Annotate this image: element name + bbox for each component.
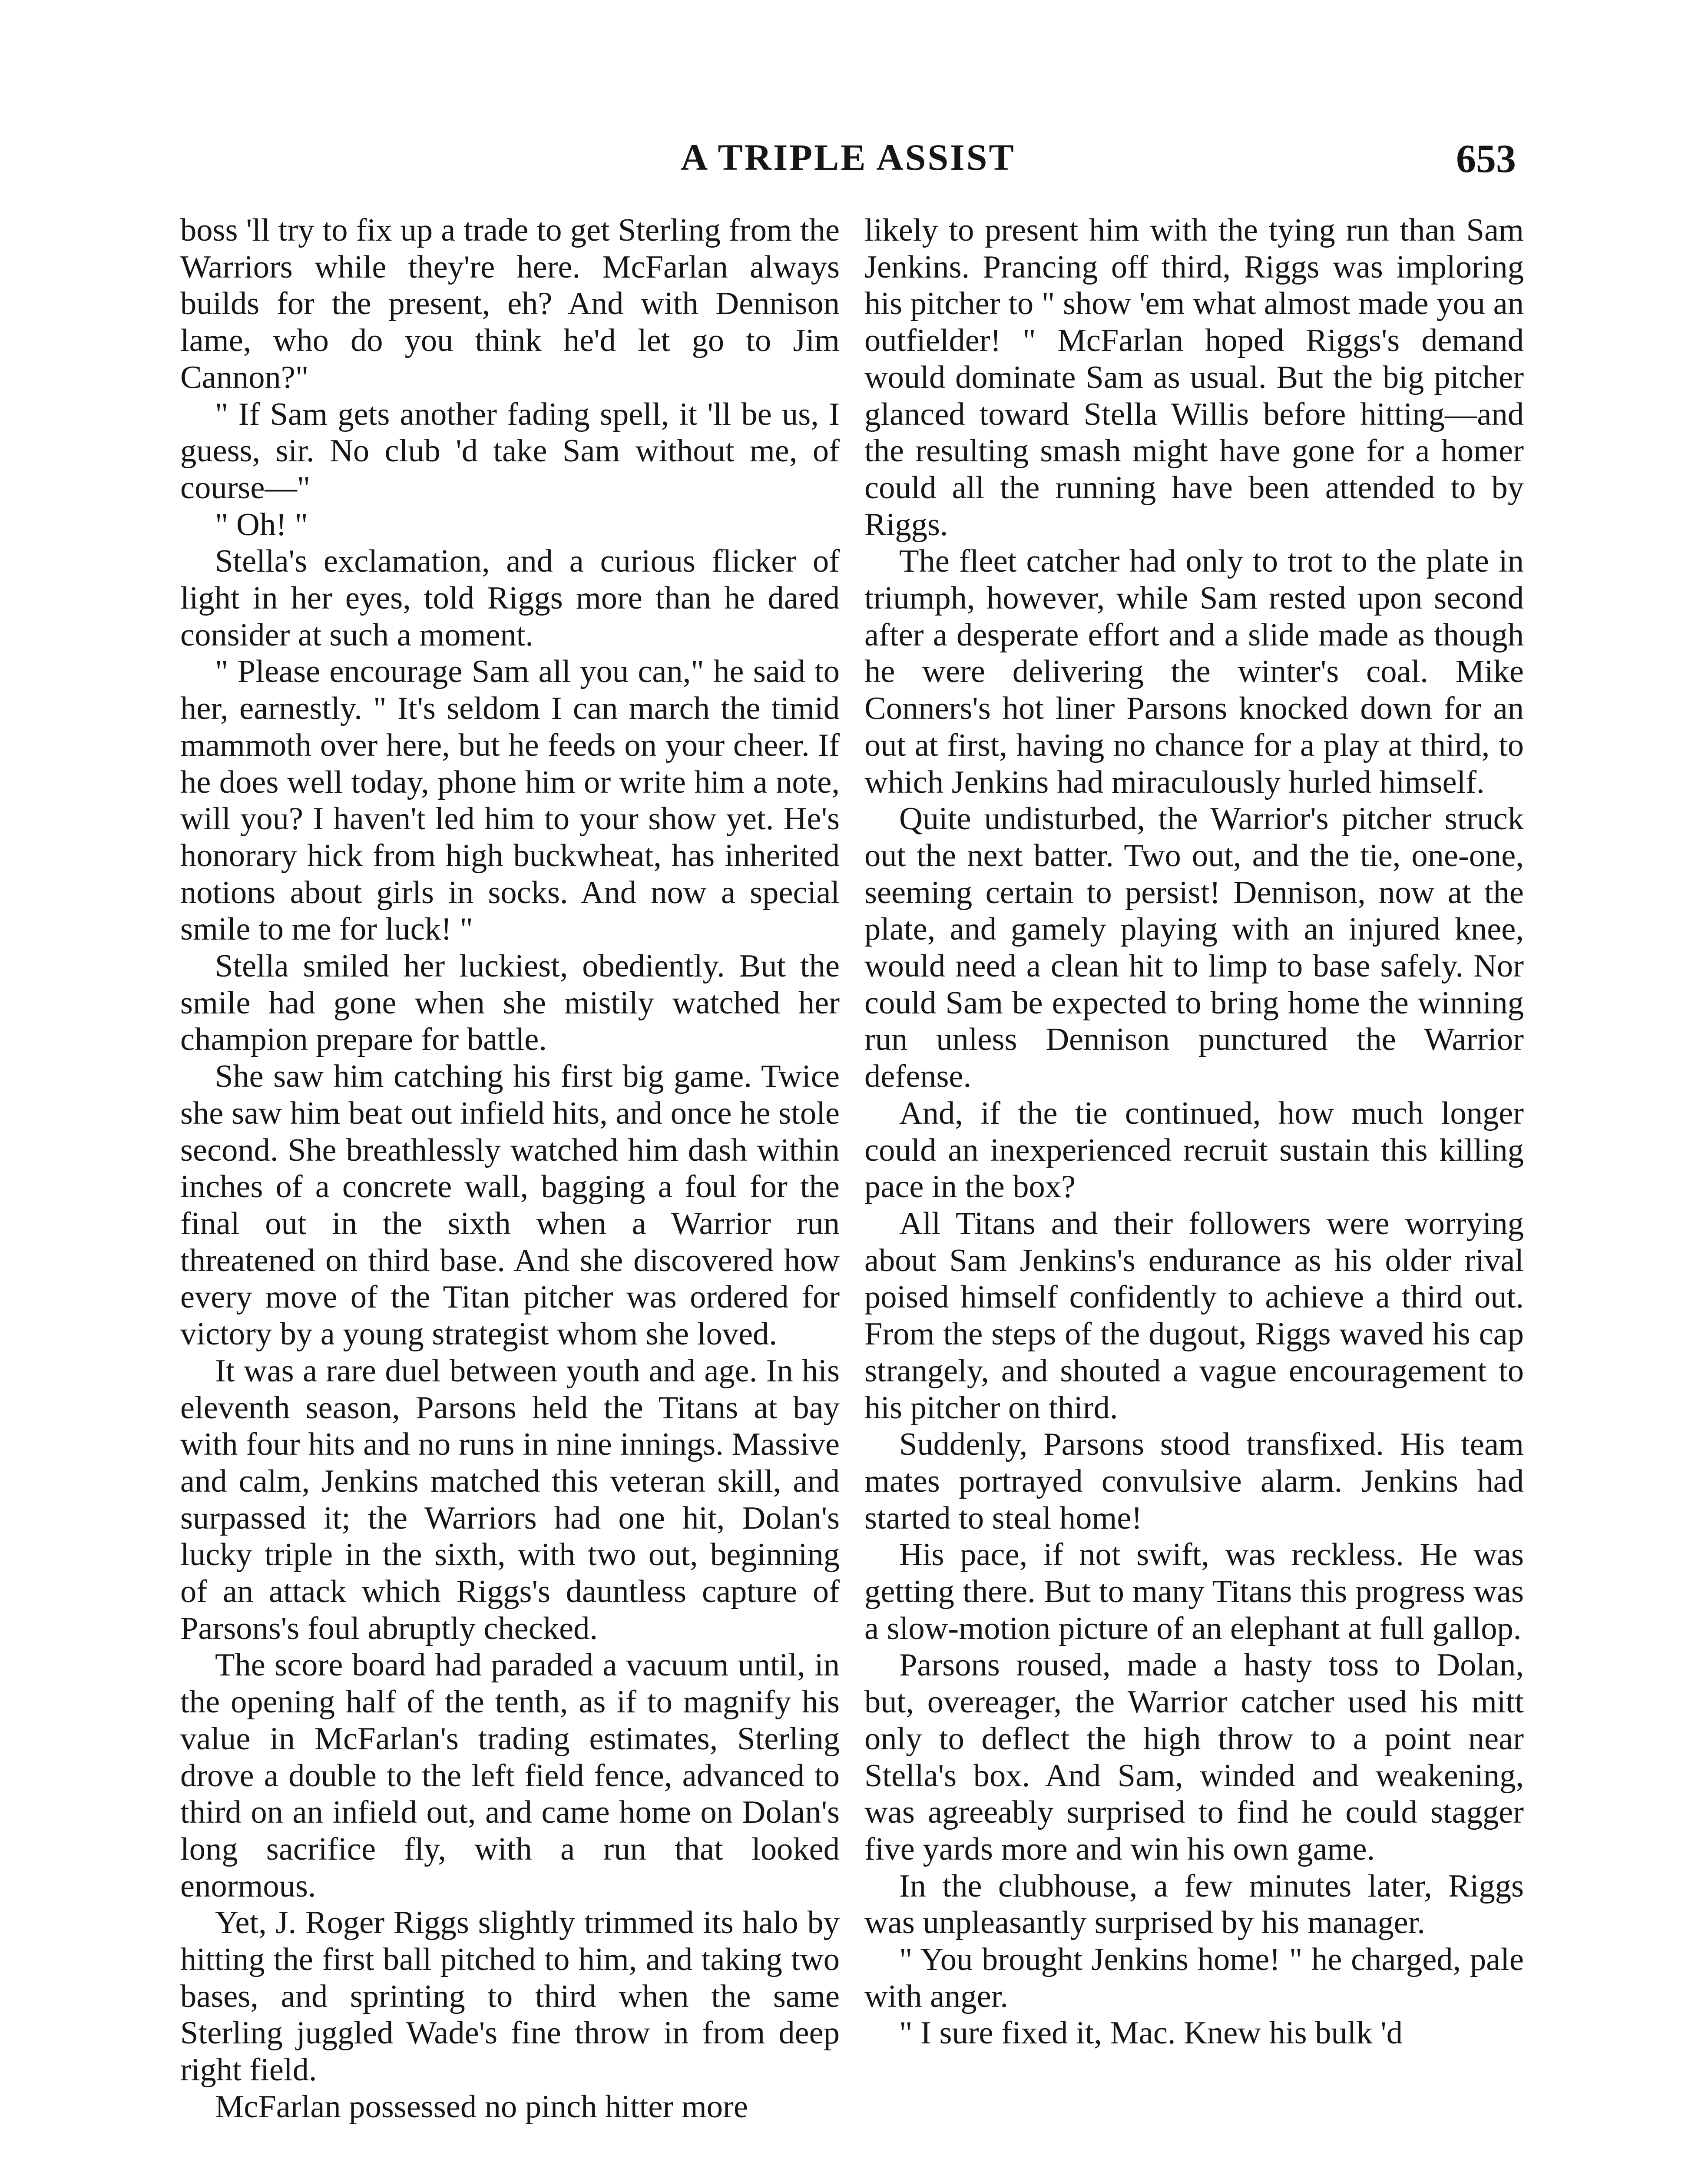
paragraph: " Oh! " bbox=[215, 507, 308, 543]
right-column bbox=[864, 212, 1524, 2052]
paragraph: It was a rare duel between youth and age. In his eleventh season, Parsons held the Titans at bay with four hits and no runs in nine innings. Massive and calm, Jenkins matched this veteran skill, and surpassed it; the Warriors had one hit, Dolan's lucky triple in the sixth, with two out, beginning of an attack which Riggs's dauntless capture of Parsons's foul abruptly checked. bbox=[180, 1353, 840, 1646]
paragraph: McFarlan possessed no pinch hitter more bbox=[215, 2089, 748, 2125]
paragraph: All Titans and their followers were worrying about Sam Jenkins's endurance as his older rival poised himself confidently to achieve a third out. From the steps of the dugout, Riggs waved his cap strangely, and shouted a vague encouragement to his pitcher on third. bbox=[864, 1205, 1524, 1426]
paragraph: " You brought Jenkins home! " he charged, pale with anger. bbox=[864, 1942, 1524, 2014]
paragraph: And, if the tie continued, how much longer could an inexperienced recruit sustain this killing pace in the box? bbox=[864, 1095, 1524, 1205]
page-number: 653 bbox=[1456, 136, 1516, 181]
running-header bbox=[180, 136, 1516, 188]
paragraph: Parsons roused, made a hasty toss to Dolan, but, overeager, the Warrior catcher used his mitt only to deflect the high throw to a point near Stella's box. And Sam, winded and weakening, was agreeably surprised to find he could stagger five yards more and win his own game. bbox=[864, 1647, 1524, 1867]
paragraph: In the clubhouse, a few minutes later, Riggs was unpleasantly surprised by his manager. bbox=[864, 1868, 1524, 1941]
paragraph: " If Sam gets another fading spell, it 'll be us, I guess, sir. No club 'd take Sam without me, of course—" bbox=[180, 396, 840, 506]
paragraph: Quite undisturbed, the Warrior's pitcher struck out the next batter. Two out, and the tie, one-one, seeming certain to persist! Dennison, now at the plate, and gamely playing with an injured knee, would need a clean hit to limp to base safely. Nor could Sam be expected to bring home the winning run unless Dennison punctured the Warrior defense. bbox=[864, 801, 1524, 1095]
left-column bbox=[180, 212, 840, 2126]
running-title: A TRIPLE ASSIST bbox=[681, 136, 1016, 178]
paragraph: likely to present him with the tying run than Sam Jenkins. Prancing off third, Riggs was imploring his pitcher to " show 'em what almost made you an outfielder! " McFarlan hoped Riggs's demand would dominate Sam as usual. But the big pitcher glanced toward Stella Willis before hitting—and the resulting smash might have gone for a homer could all the running have been attended to by Riggs. bbox=[864, 212, 1524, 543]
paragraph: " Please encourage Sam all you can," he said to her, earnestly. " It's seldom I can march the timid mammoth over here, but he feeds on your cheer. If he does well today, phone him or write him a note, will you? I haven't led him to your show yet. He's honorary hick from high buckwheat, has inherited notions about girls in socks. And now a special smile to me for luck! " bbox=[180, 654, 840, 947]
paragraph: The score board had paraded a vacuum until, in the opening half of the tenth, as if to magnify his value in McFarlan's trading estimates, Sterling drove a double to the left field fence, advanced to third on an infield out, and came home on Dolan's long sacrifice fly, with a run that looked enormous. bbox=[180, 1647, 840, 1904]
paragraph: The fleet catcher had only to trot to the plate in triumph, however, while Sam rested upon second after a desperate effort and a slide made as though he were delivering the winter's coal. Mike Conners's hot liner Parsons knocked down for an out at first, having no chance for a play at third, to which Jenkins had miraculously hurled himself. bbox=[864, 543, 1524, 800]
paragraph: Stella's exclamation, and a curious flicker of light in her eyes, told Riggs more than he dared consider at such a moment. bbox=[180, 543, 840, 653]
paragraph: She saw him catching his first big game. Twice she saw him beat out infield hits, and once he stole second. She breathlessly watched him dash within inches of a concrete wall, bagging a foul for the final out in the sixth when a Warrior run threatened on third base. And she discovered how every move of the Titan pitcher was ordered for victory by a young strategist whom she loved. bbox=[180, 1059, 840, 1352]
paragraph: Stella smiled her luckiest, obediently. But the smile had gone when she mistily watched her champion prepare for battle. bbox=[180, 948, 840, 1058]
paragraph: boss 'll try to fix up a trade to get Sterling from the Warriors while they're here. McFarlan always builds for the present, eh? And with Dennison lame, who do you think he'd let go to Jim Cannon?" bbox=[180, 212, 840, 395]
paragraph: " I sure fixed it, Mac. Knew his bulk 'd bbox=[899, 2015, 1403, 2051]
paragraph: His pace, if not swift, was reckless. He was getting there. But to many Titans this progress was a slow-motion picture of an elephant at full gallop. bbox=[864, 1537, 1524, 1646]
paragraph: Suddenly, Parsons stood transfixed. His team mates portrayed convulsive alarm. Jenkins had started to steal home! bbox=[864, 1427, 1524, 1536]
paragraph: Yet, J. Roger Riggs slightly trimmed its halo by hitting the first ball pitched to him, and taking two bases, and sprinting to third when the same Sterling juggled Wade's fine throw in from deep right field. bbox=[180, 1905, 840, 2088]
